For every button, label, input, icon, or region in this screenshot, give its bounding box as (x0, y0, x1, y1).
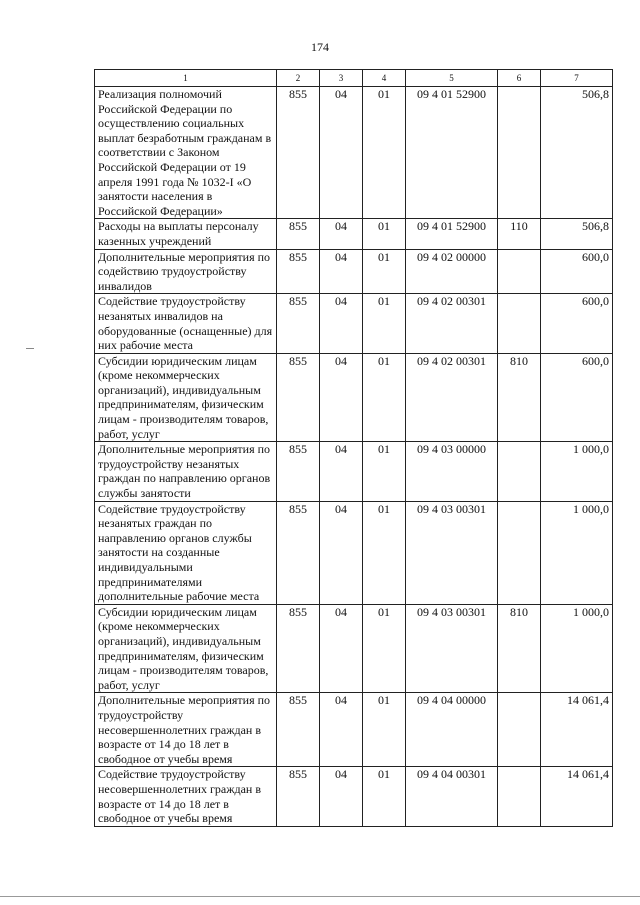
row-expense-type (498, 767, 541, 826)
row-expense-type (498, 442, 541, 501)
header-col-1: 1 (95, 70, 277, 87)
row-amount: 506,8 (541, 219, 613, 249)
header-col-2: 2 (277, 70, 320, 87)
row-target-article: 09 4 04 00000 (406, 693, 498, 767)
row-name: Содействие трудоустройству незанятых граждан по направлению органов службы занятости на созданные индивидуальными предпринимателями дополнительные рабочие места (95, 501, 277, 604)
row-section-code: 04 (320, 249, 363, 294)
row-ministry-code: 855 (277, 767, 320, 826)
row-ministry-code: 855 (277, 693, 320, 767)
row-target-article: 09 4 02 00301 (406, 294, 498, 353)
row-name: Субсидии юридическим лицам (кроме некоммерческих организаций), индивидуальным предпринимателям, физическим лицам - производителям товаров, работ, услуг (95, 353, 277, 442)
row-target-article: 09 4 02 00301 (406, 353, 498, 442)
row-section-code: 04 (320, 604, 363, 693)
row-subsection-code: 01 (363, 249, 406, 294)
row-subsection-code: 01 (363, 442, 406, 501)
row-section-code: 04 (320, 693, 363, 767)
row-subsection-code: 01 (363, 353, 406, 442)
row-name: Дополнительные мероприятия по трудоустройству несовершеннолетних граждан в возрасте от 14 до 18 лет в свободное от учебы время (95, 693, 277, 767)
row-expense-type: 810 (498, 604, 541, 693)
row-expense-type (498, 87, 541, 219)
row-expense-type: 110 (498, 219, 541, 249)
table-row (95, 353, 613, 442)
row-expense-type (498, 693, 541, 767)
row-subsection-code: 01 (363, 604, 406, 693)
row-ministry-code: 855 (277, 249, 320, 294)
table-row (95, 294, 613, 353)
margin-mark (26, 348, 34, 349)
header-col-6: 6 (498, 70, 541, 87)
row-name: Содействие трудоустройству незанятых инвалидов на оборудованные (оснащенные) для них рабочие места (95, 294, 277, 353)
row-name: Содействие трудоустройству несовершеннолетних граждан в возрасте от 14 до 18 лет в свободное от учебы время (95, 767, 277, 826)
row-subsection-code: 01 (363, 87, 406, 219)
row-name: Субсидии юридическим лицам (кроме некоммерческих организаций), индивидуальным предпринимателям, физическим лицам - производителям товаров, работ, услуг (95, 604, 277, 693)
table-row (95, 693, 613, 767)
table-row (95, 249, 613, 294)
row-subsection-code: 01 (363, 501, 406, 604)
header-col-7: 7 (541, 70, 613, 87)
table-row (95, 604, 613, 693)
row-ministry-code: 855 (277, 501, 320, 604)
row-amount: 1 000,0 (541, 604, 613, 693)
row-target-article: 09 4 01 52900 (406, 219, 498, 249)
row-ministry-code: 855 (277, 219, 320, 249)
row-target-article: 09 4 02 00000 (406, 249, 498, 294)
row-expense-type: 810 (498, 353, 541, 442)
row-amount: 600,0 (541, 353, 613, 442)
row-amount: 1 000,0 (541, 442, 613, 501)
row-target-article: 09 4 03 00000 (406, 442, 498, 501)
row-ministry-code: 855 (277, 353, 320, 442)
budget-table (94, 69, 613, 827)
row-ministry-code: 855 (277, 87, 320, 219)
row-target-article: 09 4 03 00301 (406, 604, 498, 693)
row-section-code: 04 (320, 353, 363, 442)
page-number: 174 (311, 40, 329, 54)
row-subsection-code: 01 (363, 767, 406, 826)
row-ministry-code: 855 (277, 294, 320, 353)
table-row (95, 87, 613, 219)
header-col-5: 5 (406, 70, 498, 87)
row-section-code: 04 (320, 219, 363, 249)
row-name: Расходы на выплаты персоналу казенных учреждений (95, 219, 277, 249)
page-bottom-edge (0, 896, 640, 897)
row-target-article: 09 4 04 00301 (406, 767, 498, 826)
row-section-code: 04 (320, 501, 363, 604)
table-row (95, 442, 613, 501)
row-target-article: 09 4 01 52900 (406, 87, 498, 219)
header-col-4: 4 (363, 70, 406, 87)
row-amount: 600,0 (541, 249, 613, 294)
table-row (95, 219, 613, 249)
row-section-code: 04 (320, 442, 363, 501)
row-section-code: 04 (320, 767, 363, 826)
row-subsection-code: 01 (363, 219, 406, 249)
row-subsection-code: 01 (363, 693, 406, 767)
row-section-code: 04 (320, 294, 363, 353)
row-amount: 1 000,0 (541, 501, 613, 604)
table-row (95, 501, 613, 604)
row-name: Дополнительные мероприятия по содействию трудоустройству инвалидов (95, 249, 277, 294)
table-row (95, 767, 613, 826)
row-amount: 600,0 (541, 294, 613, 353)
row-section-code: 04 (320, 87, 363, 219)
header-col-3: 3 (320, 70, 363, 87)
header-row (95, 70, 613, 87)
row-name: Дополнительные мероприятия по трудоустройству незанятых граждан по направлению органов службы занятости (95, 442, 277, 501)
row-target-article: 09 4 03 00301 (406, 501, 498, 604)
row-amount: 506,8 (541, 87, 613, 219)
row-expense-type (498, 294, 541, 353)
row-expense-type (498, 249, 541, 294)
row-amount: 14 061,4 (541, 767, 613, 826)
row-name: Реализация полномочий Российской Федерации по осуществлению социальных выплат безработным гражданам в соответствии с Законом Российской Федерации от 19 апреля 1991 года № 1032-I «О занятости населения в Российской Федерации» (95, 87, 277, 219)
row-subsection-code: 01 (363, 294, 406, 353)
row-expense-type (498, 501, 541, 604)
row-ministry-code: 855 (277, 604, 320, 693)
row-amount: 14 061,4 (541, 693, 613, 767)
row-ministry-code: 855 (277, 442, 320, 501)
